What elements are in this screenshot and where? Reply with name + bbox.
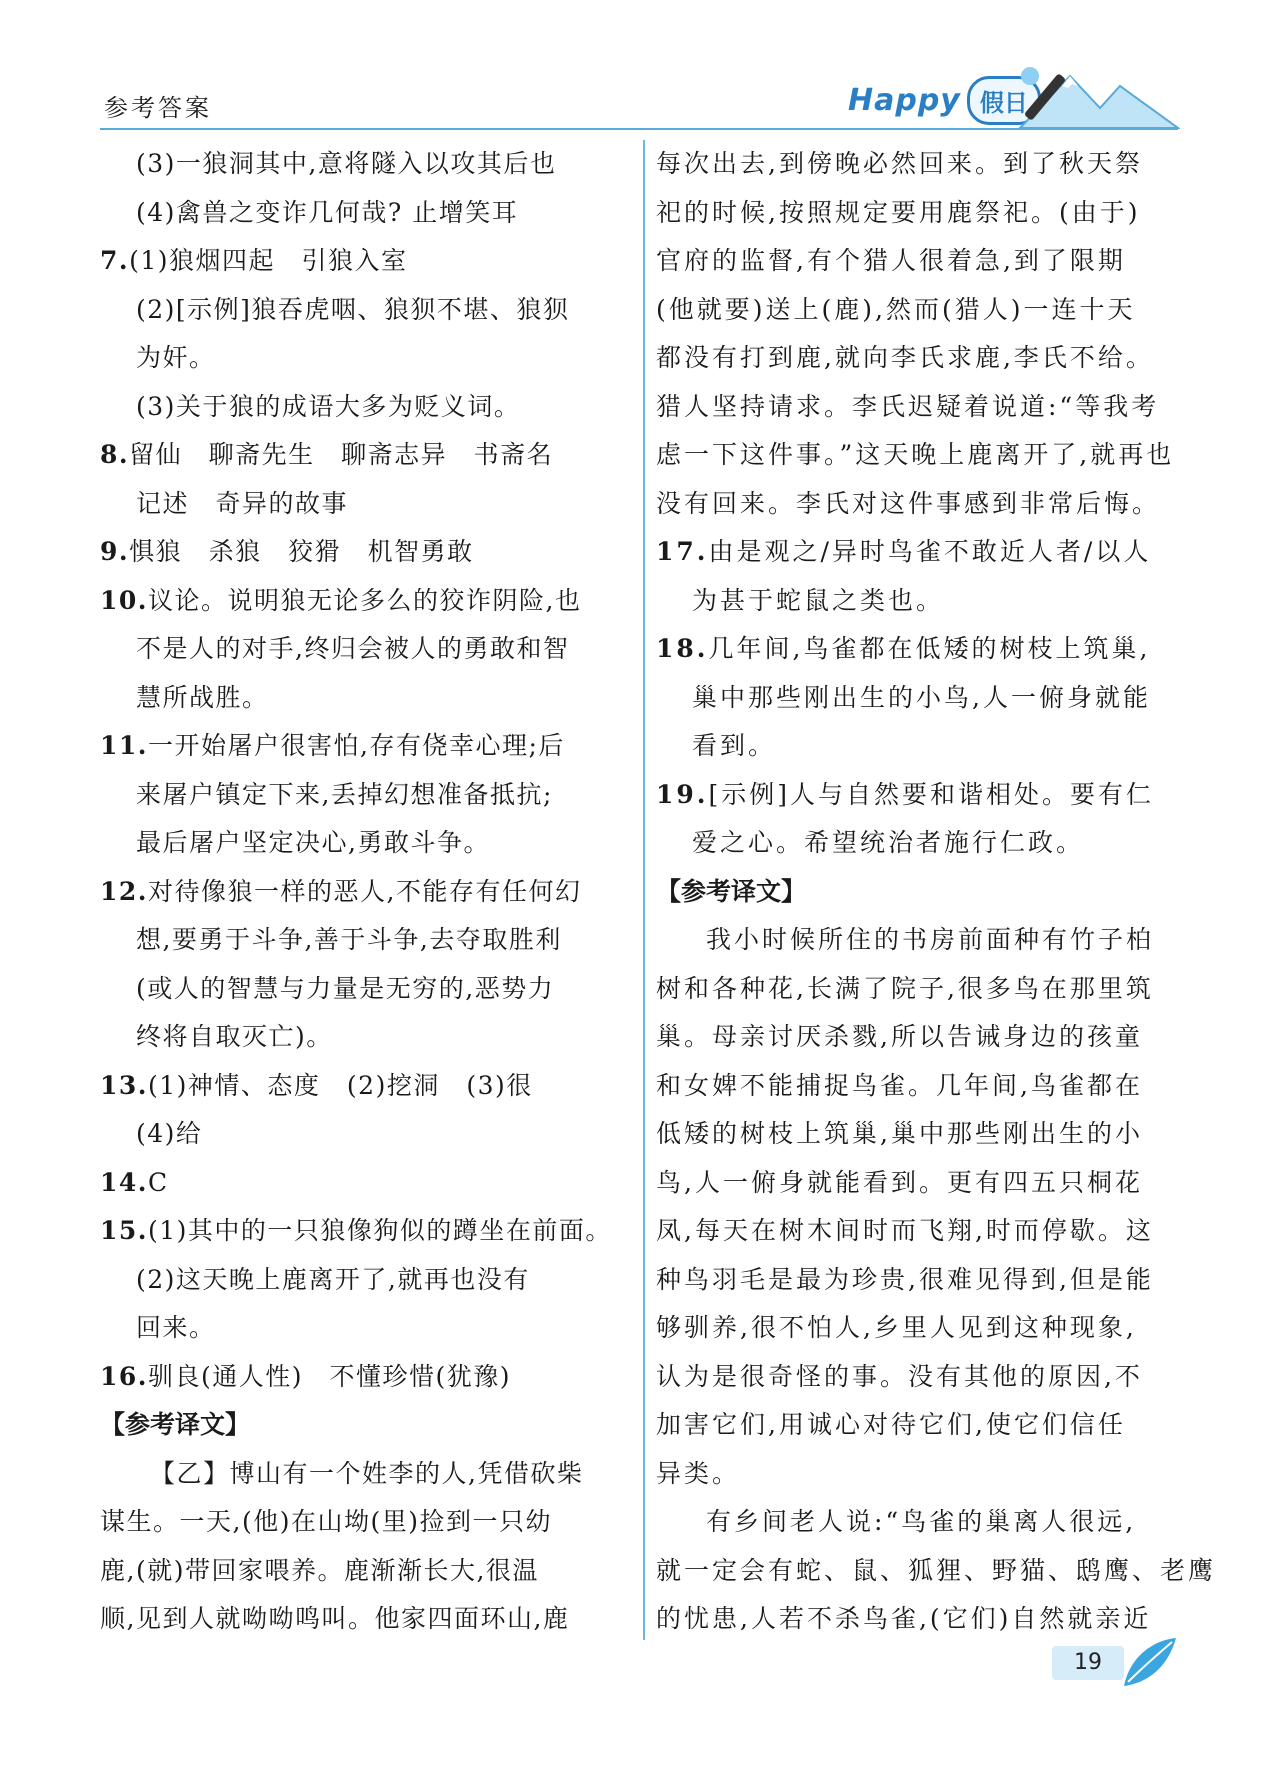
line-text: 够驯养,很不怕人,乡里人见到这种现象, xyxy=(656,1313,1137,1342)
leaf-icon xyxy=(1120,1636,1180,1692)
page-number: 19 xyxy=(1052,1646,1124,1680)
text-line xyxy=(100,771,630,820)
text-line xyxy=(100,1013,630,1062)
line-text: 的忧患,人若不杀鸟雀,(它们)自然就亲近 xyxy=(656,1604,1152,1633)
line-text: 猎人坚持请求。李氏迟疑着说道:“等我考 xyxy=(656,391,1160,421)
line-text: 顺,见到人就呦呦鸣叫。他家四面环山,鹿 xyxy=(100,1604,570,1633)
header-title: 参考答案 xyxy=(104,94,212,122)
line-text: 和女婢不能捕捉鸟雀。几年间,鸟雀都在 xyxy=(656,1070,1143,1100)
line-text: 慧所战胜。 xyxy=(136,682,269,712)
line-text: 来屠户镇定下来,丢掉幻想准备抵抗; xyxy=(136,779,553,809)
line-text: C xyxy=(148,1167,169,1197)
question-answer-line xyxy=(656,625,1176,674)
section-heading xyxy=(656,868,1176,917)
line-text: (1)狼烟四起 引狼入室 xyxy=(129,246,408,275)
question-number: 18. xyxy=(656,634,709,663)
line-text: 种鸟羽毛是最为珍贵,很难见得到,但是能 xyxy=(656,1264,1154,1294)
text-line xyxy=(100,819,630,868)
question-answer-line xyxy=(100,868,630,917)
text-line xyxy=(656,1547,1217,1596)
line-text: [示例]人与自然要和谐相处。要有仁 xyxy=(708,779,1155,809)
line-text: (2)这天晚上鹿离开了,就再也没有 xyxy=(136,1264,530,1294)
question-number: 8. xyxy=(100,440,130,469)
line-text: 【乙】博山有一个姓李的人,凭借砍柴 xyxy=(150,1458,584,1488)
question-number: 14. xyxy=(100,1167,148,1197)
line-text: 看到。 xyxy=(692,731,777,760)
line-text: 记述 奇异的故事 xyxy=(136,488,349,518)
question-number: 17. xyxy=(656,537,709,566)
text-line xyxy=(656,1401,1176,1450)
question-answer-line xyxy=(100,577,630,626)
text-line xyxy=(656,819,1176,868)
question-number: 9. xyxy=(100,537,130,566)
line-text: 驯良(通人性) 不懂珍惜(犹豫) xyxy=(148,1361,512,1391)
line-text: 每次出去,到傍晚必然回来。到了秋天祭 xyxy=(656,149,1143,178)
line-text: (他就要)送上(鹿),然而(猎人)一连十天 xyxy=(656,294,1136,324)
line-text: 鹿,(就)带回家喂养。鹿渐渐长大,很温 xyxy=(100,1555,539,1585)
line-text: 留仙 聊斋先生 聊斋志异 书斋名 xyxy=(129,440,554,469)
line-text: (1)其中的一只狼像狗似的蹲坐在前面。 xyxy=(148,1216,612,1245)
line-text: 虑一下这件事。”这天晚上鹿离开了,就再也 xyxy=(656,440,1175,469)
line-text: (4)禽兽之变诈几何哉? 止增笑耳 xyxy=(136,197,519,227)
text-line xyxy=(656,1256,1176,1305)
page-number-badge xyxy=(1052,1636,1182,1696)
question-number: 15. xyxy=(100,1216,148,1245)
line-text: 不是人的对手,终归会被人的勇敢和智 xyxy=(136,634,570,663)
question-answer-line xyxy=(100,1353,630,1402)
line-text: 惧狼 杀狼 狡猾 机智勇敢 xyxy=(129,537,474,566)
question-answer-line xyxy=(100,1159,630,1208)
line-text: 为甚于蛇鼠之类也。 xyxy=(692,585,945,615)
text-line xyxy=(100,334,630,383)
brand-happy-text: Happy xyxy=(848,82,961,118)
text-line xyxy=(656,237,1176,286)
text-line xyxy=(656,334,1176,383)
text-line xyxy=(100,916,630,965)
line-text: (4)给 xyxy=(136,1119,203,1148)
line-text: 一开始屠户很害怕,存有侥幸心理;后 xyxy=(148,731,565,760)
line-text: (3)一狼洞其中,意将隧入以攻其后也 xyxy=(136,149,557,178)
text-line xyxy=(656,1159,1176,1208)
text-line xyxy=(656,1353,1176,1402)
line-text: 凤,每天在树木间时而飞翔,时而停歇。这 xyxy=(656,1216,1154,1245)
line-text: (或人的智慧与力量是无穷的,恶势力 xyxy=(136,973,555,1003)
question-number: 19. xyxy=(656,779,709,809)
text-line xyxy=(656,1450,1176,1499)
line-text: 由是观之/异时鸟雀不敢近人者/以人 xyxy=(708,537,1152,566)
question-answer-line xyxy=(100,237,630,286)
header-rule xyxy=(100,128,1178,130)
text-line xyxy=(100,625,630,674)
line-text: 巢中那些刚出生的小鸟,人一俯身就能 xyxy=(692,682,1151,712)
line-text: 终将自取灭亡)。 xyxy=(136,1022,333,1051)
line-text: (1)神情、态度 (2)挖洞 (3)很 xyxy=(148,1070,533,1100)
text-line xyxy=(656,1013,1176,1062)
text-line xyxy=(100,1595,630,1644)
question-number: 13. xyxy=(100,1070,148,1100)
line-text: 认为是很奇怪的事。没有其他的原因,不 xyxy=(656,1361,1143,1391)
column-divider xyxy=(643,140,645,1640)
line-text: 最后屠户坚定决心,勇敢斗争。 xyxy=(136,828,490,857)
line-text: 回来。 xyxy=(136,1313,216,1342)
text-line xyxy=(100,1450,630,1499)
question-answer-line xyxy=(100,1062,630,1111)
question-answer-line xyxy=(100,431,630,480)
text-line xyxy=(100,674,630,723)
question-answer-line xyxy=(100,528,630,577)
line-text: (2)[示例]狼吞虎咽、狼狈不堪、狼狈 xyxy=(136,294,570,324)
text-line xyxy=(100,383,630,432)
line-text: 都没有打到鹿,就向李氏求鹿,李氏不给。 xyxy=(656,343,1154,372)
mountain-pencil-icon xyxy=(1000,56,1180,132)
text-line xyxy=(656,480,1176,529)
text-line xyxy=(656,674,1176,723)
text-line xyxy=(656,1110,1176,1159)
text-line xyxy=(656,286,1176,335)
question-number: 11. xyxy=(100,731,148,760)
text-line xyxy=(656,189,1176,238)
line-text: 为奸。 xyxy=(136,343,216,372)
question-number: 7. xyxy=(100,246,130,275)
question-answer-line xyxy=(100,722,630,771)
text-line xyxy=(656,140,1176,189)
question-answer-line xyxy=(656,771,1176,820)
line-text: 祀的时候,按照规定要用鹿祭祀。(由于) xyxy=(656,197,1141,227)
line-text: 加害它们,用诚心对待它们,使它们信任 xyxy=(656,1410,1126,1439)
left-column xyxy=(100,140,630,1644)
line-text: 【参考译文】 xyxy=(100,1410,251,1439)
question-answer-line xyxy=(656,528,1176,577)
text-line xyxy=(100,189,630,238)
text-line xyxy=(656,1062,1176,1111)
line-text: 我小时候所住的书房前面种有竹子柏 xyxy=(706,925,1155,954)
line-text: 异类。 xyxy=(656,1458,741,1488)
text-line xyxy=(656,916,1176,965)
text-line xyxy=(100,140,630,189)
line-text: 几年间,鸟雀都在低矮的树枝上筑巢, xyxy=(708,634,1151,663)
question-number: 10. xyxy=(100,585,148,615)
line-text: 就一定会有蛇、鼠、狐狸、野猫、鸱鹰、老鹰 xyxy=(656,1555,1217,1585)
line-text: (3)关于狼的成语大多为贬义词。 xyxy=(136,391,521,421)
brand-jiari-badge: 假日 xyxy=(967,76,1041,125)
line-text: 爱之心。希望统治者施行仁政。 xyxy=(692,828,1085,857)
text-line xyxy=(656,577,1176,626)
line-text: 议论。说明狼无论多么的狡诈阴险,也 xyxy=(148,585,582,615)
line-text: 想,要勇于斗争,善于斗争,去夺取胜利 xyxy=(136,925,562,954)
line-text: 有乡间老人说:“鸟雀的巢离人很远, xyxy=(706,1507,1137,1536)
line-text: 没有回来。李氏对这件事感到非常后悔。 xyxy=(656,488,1161,518)
text-line xyxy=(656,383,1176,432)
text-line xyxy=(100,286,630,335)
question-number: 12. xyxy=(100,876,148,906)
text-line xyxy=(100,480,630,529)
text-line xyxy=(656,431,1176,480)
line-text: 树和各种花,长满了院子,很多鸟在那里筑 xyxy=(656,973,1154,1003)
question-answer-line xyxy=(100,1207,630,1256)
line-text: 对待像狼一样的恶人,不能存有任何幻 xyxy=(148,876,582,906)
line-text: 低矮的树枝上筑巢,巢中那些刚出生的小 xyxy=(656,1119,1143,1148)
text-line xyxy=(100,1304,630,1353)
text-line xyxy=(100,1256,630,1305)
text-line xyxy=(656,965,1176,1014)
text-line xyxy=(100,1110,630,1159)
text-line xyxy=(100,1547,630,1596)
line-text: 谋生。一天,(他)在山坳(里)捡到一只幼 xyxy=(100,1507,552,1536)
text-line xyxy=(656,722,1176,771)
text-line xyxy=(656,1207,1176,1256)
text-line xyxy=(656,1498,1176,1547)
text-line xyxy=(656,1304,1176,1353)
line-text: 鸟,人一俯身就能看到。更有四五只桐花 xyxy=(656,1167,1143,1197)
section-heading xyxy=(100,1401,630,1450)
text-line xyxy=(100,965,630,1014)
line-text: 巢。母亲讨厌杀戮,所以告诫身边的孩童 xyxy=(656,1022,1143,1051)
text-line xyxy=(100,1498,630,1547)
page-header xyxy=(0,0,1280,140)
right-column xyxy=(656,140,1217,1644)
question-number: 16. xyxy=(100,1361,148,1391)
line-text: 官府的监督,有个猎人很着急,到了限期 xyxy=(656,246,1126,275)
line-text: 【参考译文】 xyxy=(656,876,807,906)
